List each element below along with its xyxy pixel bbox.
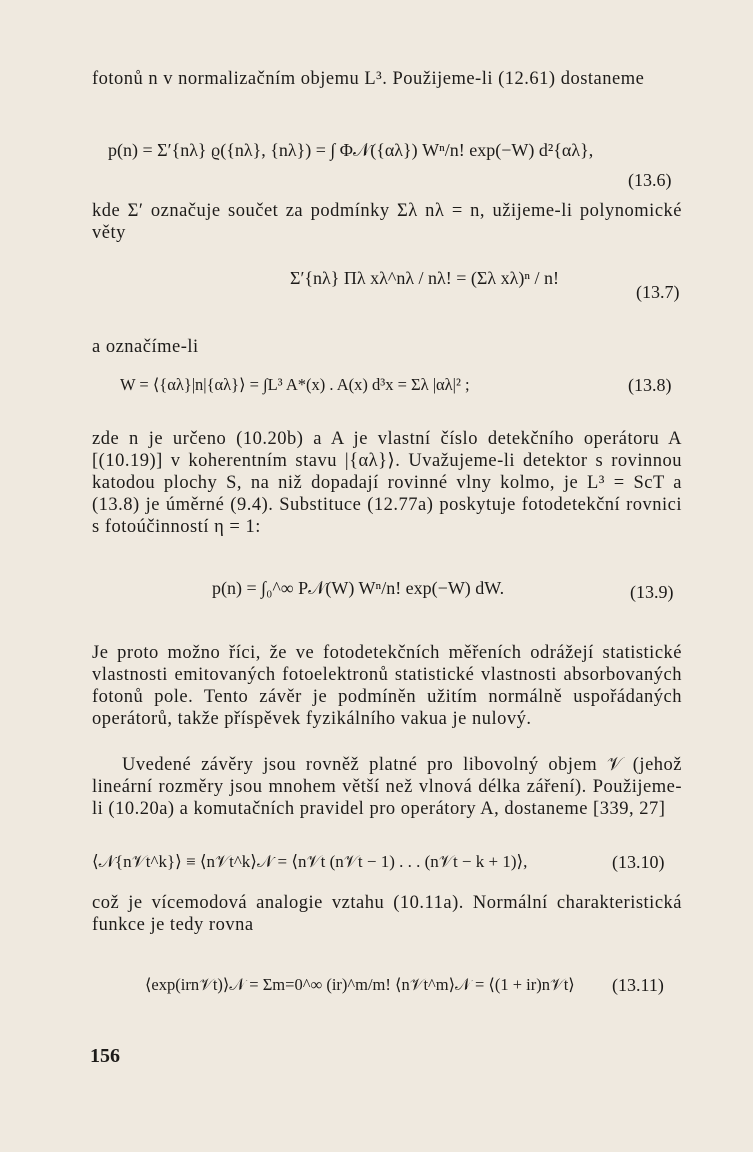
equation-number-13-8: (13.8) xyxy=(628,375,672,395)
equation-number-13-7: (13.7) xyxy=(636,282,680,302)
paragraph-analogy: což je vícemodová analogie vztahu (10.11a). Normální charakteristická funkce je tedy rovna xyxy=(92,893,682,935)
equation-13-8: W = ⟨{αλ}|n|{αλ}⟩ = ∫L³ A*(x) . A(x) d³x = Σλ |αλ|² ; xyxy=(120,375,470,394)
paragraph-statistics: Je proto možno říci, že ve fotodetekčních měřeních odrážejí statistické vlastnosti emitovaných fotoelektronů statistické vlastnosti absorbovaných fotonů pole. Tento závěr je podmíněn užitím normálně uspořádaných operátorů, takže příspěvek fyzikálního vakua je nulový. xyxy=(92,643,682,729)
equation-13-6: p(n) = Σ′{nλ} ϱ({nλ}, {nλ}) = ∫ Φ𝒩({αλ}) Wⁿ/n! exp(−W) d²{αλ}, xyxy=(108,140,594,160)
equation-number-13-6: (13.6) xyxy=(628,170,672,190)
equation-13-11: ⟨exp(irn𝒱t)⟩𝒩 = Σm=0^∞ (ir)^m/m! ⟨n𝒱t^m⟩𝒩 = ⟨(1 + ir)n𝒱t⟩ xyxy=(145,975,575,994)
equation-number-13-9: (13.9) xyxy=(630,582,674,602)
paragraph-intro: fotonů n v normalizačním objemu L³. Použijeme-li (12.61) dostaneme xyxy=(92,69,645,89)
equation-13-10: ⟨𝒩{n𝒱t^k}⟩ ≡ ⟨n𝒱t^k⟩𝒩 = ⟨n𝒱t (n𝒱t − 1) . . . (n𝒱t − k + 1)⟩, xyxy=(92,852,528,871)
equation-13-9: p(n) = ∫₀^∞ P𝒩(W) Wⁿ/n! exp(−W) dW. xyxy=(212,578,505,598)
page-number: 156 xyxy=(90,1045,120,1067)
paragraph-sum-condition: kde Σ′ označuje součet za podmínky Σλ nλ = n, užijeme-li polynomické věty xyxy=(92,201,682,243)
paragraph-detector: zde n je určeno (10.20b) a A je vlastní číslo detekčního operátoru A [(10.19)] v koherentním stavu |{αλ}⟩. Uvažujeme-li detektor s rovinnou katodou plochy S, na niž dopadají rovinné vlny kolmo, je L³ = ScT a (13.8) je úměrné (9.4). Substituce (12.77a) poskytuje fotodetekční rovnici s fotoúčinností η = 1: xyxy=(92,429,682,537)
equation-number-13-10: (13.10) xyxy=(612,852,665,872)
equation-number-13-11: (13.11) xyxy=(612,975,664,995)
paragraph-denote: a označíme-li xyxy=(92,337,199,357)
equation-13-7: Σ′{nλ} Πλ xλ^nλ / nλ! = (Σλ xλ)ⁿ / n! xyxy=(290,268,560,288)
paragraph-volume: Uvedené závěry jsou rovněž platné pro libovolný objem 𝒱 (jehož lineární rozměry jsou mnohem větší než vlnová délka záření). Použijeme-li (10.20a) a komutačních pravidel pro operátory A, dostaneme [339, 27] xyxy=(92,755,682,819)
